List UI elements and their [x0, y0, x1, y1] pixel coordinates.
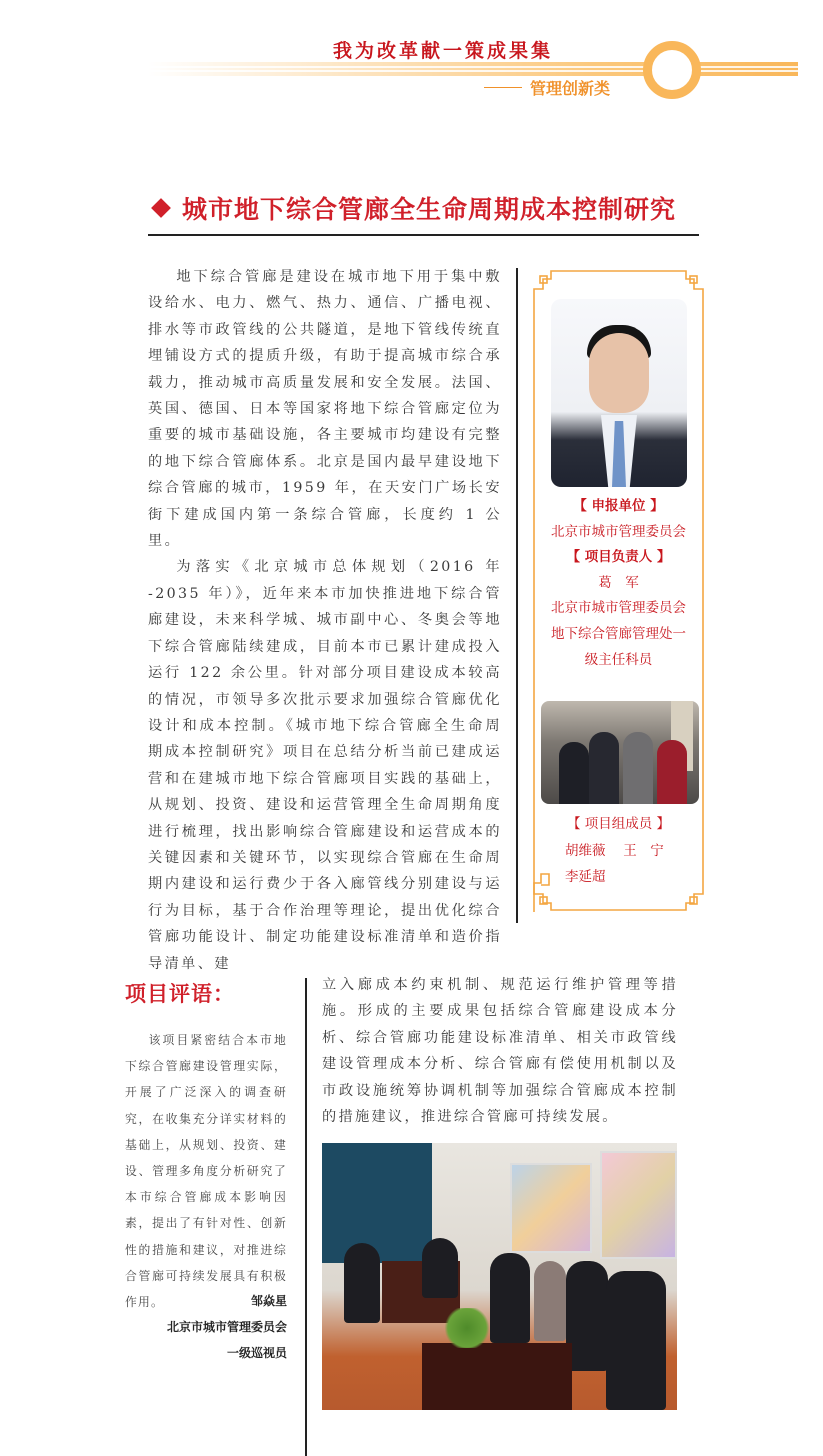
leader-org: 北京市城市管理委员会: [551, 600, 686, 617]
header-ring-ornament: [643, 41, 701, 99]
series-title: 我为改革献一策成果集: [333, 40, 554, 62]
article-body: [148, 264, 502, 977]
meeting-photo: [322, 1143, 677, 1410]
leader-label: 【 项目负责人 】: [566, 549, 671, 566]
category-label: [484, 76, 610, 99]
article-title-text: 城市地下综合管廊全生命周期成本控制研究: [182, 195, 677, 224]
category-text: 管理创新类: [530, 79, 611, 98]
applicant-label: 【 申报单位 】: [573, 498, 664, 514]
diamond-bullet-icon: [151, 198, 171, 218]
card-info: [533, 494, 704, 673]
members-line-1: 胡维薇 王 宁: [565, 843, 664, 859]
comment-text: 该项目紧密结合本市地下综合管廊建设管理实际，开展了广泛深入的调查研究，在收集充分详实材料的基础上，从规划、投资、建设、管理多角度分析研究了本市综合管廊成本影响因素，提出了有针对性、创新性的措施和建议，对推进综合管廊可持续发展具有积极作用。: [125, 1033, 287, 1310]
paragraph: 为落实《北京城市总体规划（2016 年 -2035 年）》，近年来本市加快推进地下综合管廊建设，未来科学城、城市副中心、冬奥会等地下综合管廊陆续建成，目前本市已累计建成投入运行 122 余公里。针对部分项目建设成本较高的情况，市领导多次批示要求加强综合管廊优化设计和成本控制。《城市地下综合管廊全生命周期成本控制研究》项目在总结分析当前已建成运营和在建城市地下综合管廊项目实践的基础上，从规划、投资、建设和运营管理全生命周期角度进行梳理，找出影响综合管廊建设和运营成本的关键因素和关键环节，以实现综合管廊在生命周期内建设和运行费少于各入廊管线分别建设与运行为目标，基于合作治理等理论，提出优化综合管廊功能设计、制定功能建设标准清单和造价指导清单、建: [148, 559, 502, 972]
dash-divider: [484, 87, 522, 89]
title-underline: [148, 234, 699, 236]
paragraph: 地下综合管廊是建设在城市地下用于集中敷设给水、电力、燃气、热力、通信、广播电视、排水等市政管线的公共隧道，是地下管线传统直埋铺设方式的提质升级，有助于提高城市综合承载力，推动城市高质量发展和安全发展。法国、英国、德国、日本等国家将地下综合管廊定位为重要的城市基础设施，各主要城市均建设有完整的地下综合管廊体系。北京是国内最早建设地下综合管廊的城市，1959 年，在天安门广场长安街下建成国内第一条综合管廊，长度约 1 公里。: [148, 269, 502, 550]
leader-title-line1: 地下综合管廊管理处一: [551, 625, 686, 642]
project-info-card: [533, 269, 704, 912]
reviewer-title: 一级巡视员: [226, 1346, 287, 1360]
comment-title: 项目评语：: [125, 982, 235, 1006]
members-line-2: 李延超: [565, 869, 606, 885]
column-divider: [516, 268, 518, 923]
team-group-photo: [541, 701, 699, 804]
article-continuation: 立入廊成本约束机制、规范运行维护管理等措施。形成的主要成果包括综合管廊建设成本分析、综合管廊功能建设标准清单、相关市政管线建设管理成本分析、综合管廊有偿使用机制以及市政设施统筹协调机制等加强综合管廊成本控制的措施建议，推进综合管廊可持续发展。: [322, 977, 678, 1126]
reviewer-name: 邹焱星: [250, 1294, 287, 1308]
members-label: 【 项目组成员 】: [566, 816, 671, 832]
comment-body: [125, 1027, 287, 1315]
leader-name: 葛 军: [598, 574, 639, 591]
reviewer-org: 北京市城市管理委员会: [166, 1320, 287, 1334]
portrait-photo: [551, 299, 687, 487]
article-title: [150, 190, 676, 226]
members-list: [565, 838, 664, 890]
leader-title-line2: 级主任科员: [584, 651, 653, 668]
comment-divider: [305, 978, 307, 1456]
applicant-name: 北京市城市管理委员会: [551, 523, 686, 540]
